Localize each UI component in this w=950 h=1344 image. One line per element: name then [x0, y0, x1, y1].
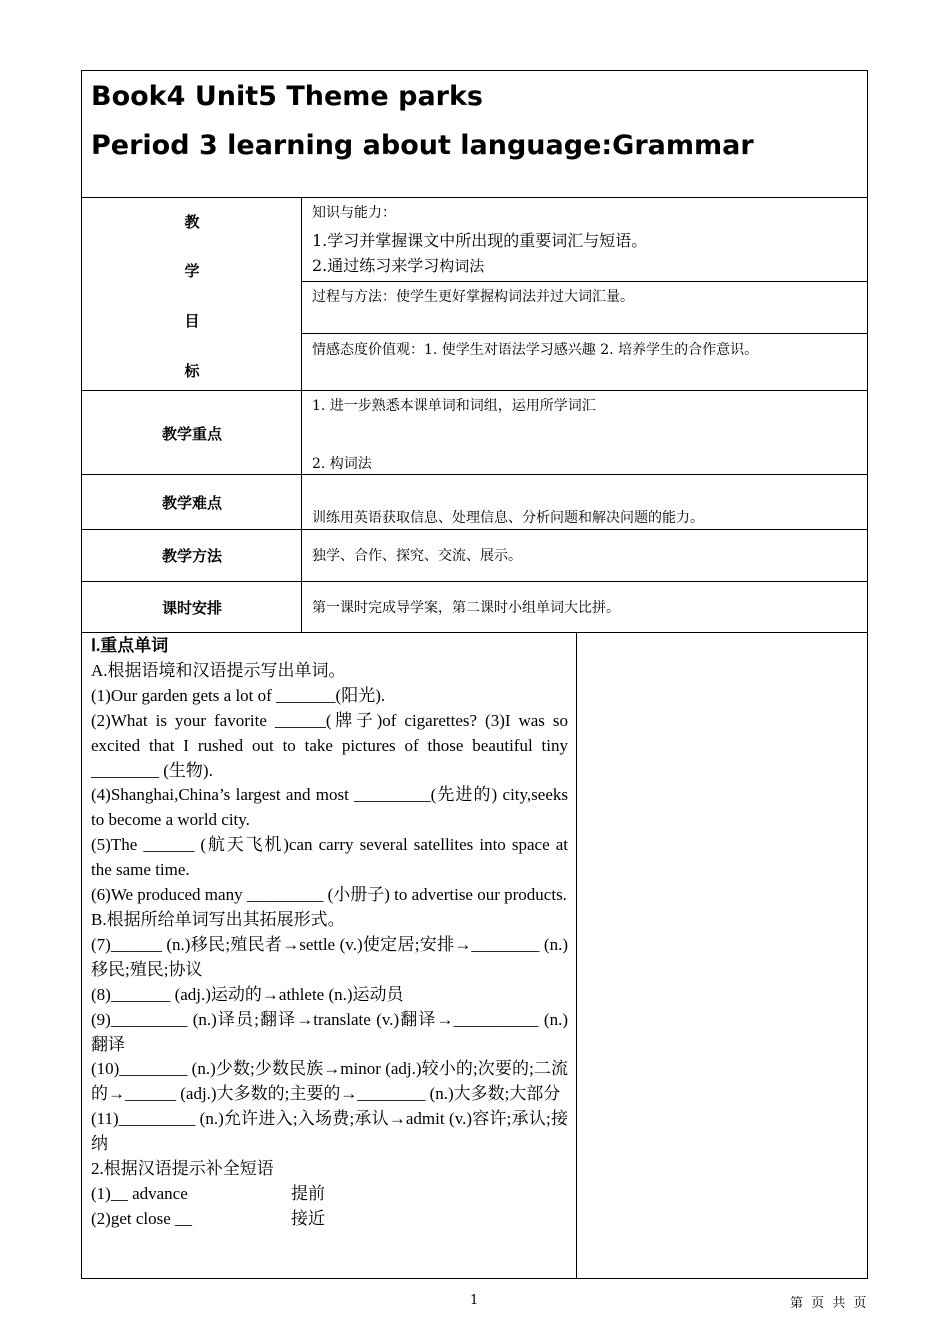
methods-row	[82, 530, 867, 582]
question-2-3: (2)What is your favorite ______(牌子)of cigarettes? (3)I was so excited that I rushed out to take pictures of those beautiful tiny ________ (生物).	[91, 710, 568, 780]
difficulties-content-cell	[302, 475, 867, 529]
title-line-2: Period 3 learning about language:Grammar	[91, 130, 754, 161]
objectives-content-cell	[302, 197, 867, 390]
difficulties-label: 教学难点	[161, 494, 222, 512]
page-info: 第 页 共 页	[790, 1296, 869, 1311]
phrase-chinese: 提前	[291, 1183, 325, 1203]
schedule-content-cell	[302, 582, 867, 632]
objectives-label-char: 目	[184, 312, 200, 330]
schedule-label: 课时安排	[161, 599, 222, 617]
phrase-english: (1)__ advance	[91, 1183, 188, 1203]
key-points-row	[82, 391, 867, 475]
methods-label: 教学方法	[161, 547, 222, 565]
schedule-text: 第一课时完成导学案，第二课时小组单词大比拼。	[312, 600, 620, 616]
key-points-label-cell	[82, 391, 302, 474]
part-b-heading: B.根据所给单词写出其拓展形式。	[91, 909, 345, 929]
question-11: (11)_________ (n.)允许进入;入场费;承认→admit (v.)容许;承认;接纳	[91, 1109, 568, 1154]
question-8: (8)_______ (adj.)运动的→athlete (n.)运动员	[91, 984, 404, 1004]
methods-content-cell	[302, 530, 867, 581]
title-cell	[82, 71, 867, 198]
methods-label-cell	[82, 530, 302, 581]
process-subcell	[302, 282, 867, 334]
attitude-text: 情感态度价值观：1. 使学生对语法学习感兴趣 2. 培养学生的合作意识。	[312, 342, 759, 358]
exercise-right-cell	[577, 632, 867, 1278]
part-a-heading: A.根据语境和汉语提示写出单词。	[91, 660, 346, 680]
question-7: (7)______ (n.)移民;殖民者→settle (v.)使定居;安排→________ (n.)移民;殖民;协议	[91, 934, 568, 979]
knowledge-heading: 知识与能力：	[312, 205, 396, 221]
key-points-content-cell	[302, 391, 867, 474]
objectives-row	[82, 197, 867, 391]
methods-text: 独学、合作、探究、交流、展示。	[312, 548, 522, 564]
title-line-1: Book4 Unit5 Theme parks	[91, 81, 484, 112]
exercise-left-cell	[82, 632, 577, 1278]
key-point-2: 2. 构词法	[312, 456, 372, 472]
phrase-chinese: 接近	[291, 1208, 325, 1228]
question-10: (10)________ (n.)少数;少数民族→minor (adj.)较小的;次要的;二流的→______ (adj.)大多数的;主要的→________ (n.)大多数;大部分	[91, 1059, 568, 1104]
exercise-content	[91, 634, 568, 1232]
objectives-label-char: 教	[184, 213, 200, 231]
objectives-label-char: 学	[184, 262, 200, 280]
difficulties-row	[82, 475, 867, 530]
objectives-label-cell	[82, 197, 302, 390]
question-5: (5)The ______ (航天飞机)can carry several satellites into space at the same time.	[91, 835, 568, 880]
question-1: (1)Our garden gets a lot of _______(阳光).	[91, 685, 386, 705]
key-points-label: 教学重点	[161, 425, 222, 443]
knowledge-point-2-tail: 构词法	[439, 257, 485, 275]
page-number: 1	[470, 1293, 479, 1308]
key-point-1: 1. 进一步熟悉本课单词和词组，运用所学词汇	[312, 398, 596, 414]
schedule-label-cell	[82, 582, 302, 632]
process-text: 过程与方法：使学生更好掌握构词法并过大词汇量。	[312, 289, 634, 305]
knowledge-point-2	[312, 253, 484, 276]
question-4: (4)Shanghai,China’s largest and most _________(先进的) city,seeks to become a world city.	[91, 785, 568, 830]
phrase-english: (2)get close __	[91, 1208, 193, 1228]
difficulties-text: 训练用英语获取信息、处理信息、分析问题和解决问题的能力。	[312, 510, 704, 526]
knowledge-point-2-main: 2.通过练习来学习	[312, 256, 440, 275]
phrase-row	[91, 1207, 568, 1232]
difficulties-label-cell	[82, 475, 302, 529]
knowledge-point-1: 1.学习并掌握课文中所出现的重要词汇与短语。	[312, 231, 648, 250]
section-title: Ⅰ.重点单词	[91, 636, 169, 655]
question-6: (6)We produced many _________ (小册子) to advertise our products.	[91, 885, 567, 905]
question-9: (9)_________ (n.)译员;翻译→translate (v.)翻译→__________ (n.)翻译	[91, 1009, 568, 1054]
lesson-plan-table	[81, 70, 868, 1279]
part-2-heading: 2.根据汉语提示补全短语	[91, 1159, 274, 1179]
knowledge-subcell	[302, 197, 867, 282]
objectives-label-char: 标	[184, 362, 200, 380]
schedule-row	[82, 582, 867, 633]
exercise-section	[82, 632, 867, 1278]
phrase-row	[91, 1182, 568, 1207]
